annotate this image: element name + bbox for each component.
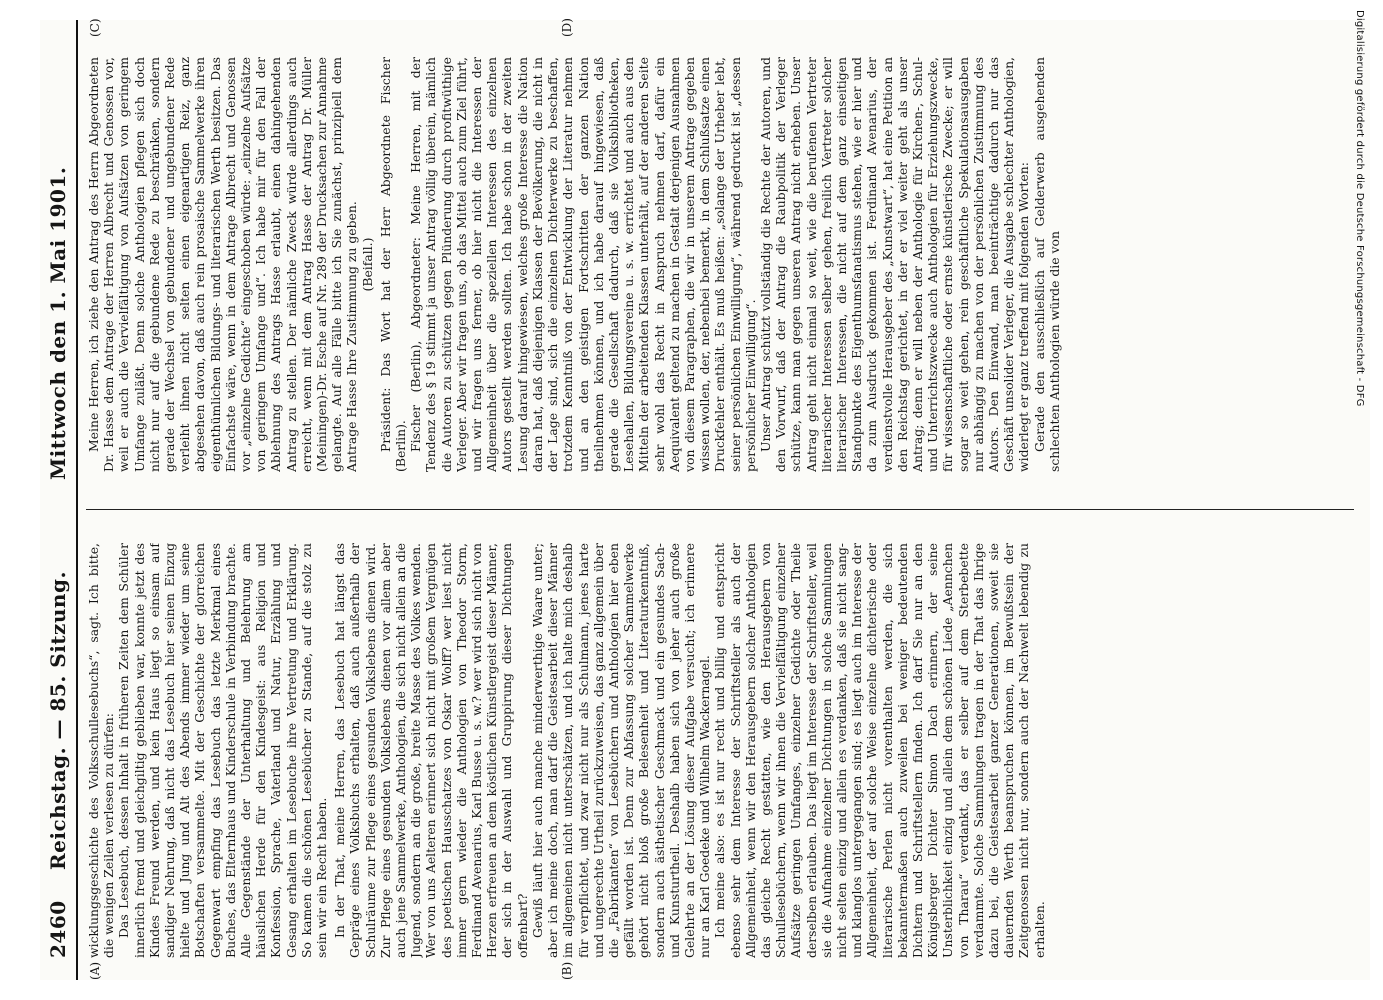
speech-paragraph: Fischer (Berlin), Abgeordneter: Meine Herren, mit der Tendenz des § 19 stimmt ja unser Antrag völlig überein, nämlich die Autoren zu schützen gegen Plünderung durch profitwüthige Verleger. Aber wir fragen uns, ob das Mittel auch zum Ziel führt, und wir fragen uns ferner, ob hier nicht die Interessen der Allgemeinheit über die speziellen Interessen des einzelnen Autors gestellt werden sollten. Ich habe schon in der zweiten Lesung darauf hingewiesen, welches große Interesse die Nation daran hat, daß diejenigen Klassen der Bevölkerung, die nicht in der Lage sind, sich die einzelnen Dichterwerke zu beschaffen, trotzdem Kenntniß von der Entwicklung der Literatur nehmen und an den geistigen Fortschritten der ganzen Nation theilnehmen können, und ich habe darauf hingewiesen, daß gerade die Gesellschaft dadurch, daß sie Volksbibliotheken, Lesehallen, Bildungsvereine u. s. w. errichtet und auch aus den Mitteln der arbeitenden Klassen unterhält, auf der anderen Seite sehr wohl das Recht in Anspruch nehmen darf, dafür ein Aequivalent geltend zu machen in Gestalt derjenigen Ausnahmen von diesem Paragraphen, die wir in unserem Antrage gegeben wissen wollen, der, nebenbei bemerkt, in dem Schlußsatze einen Druckfehler enthält. Es muß heißen: „solange der Urheber lebt, seiner persönlichen Einwilligung“, während gedruckt ist „dessen persönlicher Einwilligung“. <box>408 57 758 472</box>
paragraph: Meine Herren, ich ziehe den Antrag des Herrn Abgeordneten Dr. Hasse dem Antrage der Herren Albrecht und Genossen vor, weil er auch die Vervielfältigung von Aufsätzen von geringem Umfange zuläßt. Denn solche Anthologien pflegen sich doch nicht nur auf die gebundene Rede zu beschränken, sondern gerade der Wechsel von gebundener und ungebundener Rede verleiht ihnen nicht selten einen eigenartigen Reiz, ganz abgesehen davon, daß auch rein prosaische Sammelwerke ihren eigenthümlichen Bildungs- und literarischen Werth besitzen. Das Einfachste wäre, wenn in dem Antrage Albrecht und Genossen vor „einzelne Gedichte“ eingeschoben würde: „einzelne Aufsätze von geringem Umfange und“. Ich habe mir für den Fall der Ablehnung des Antrags Hasse erlaubt, einen dahingehenden Antrag zu stellen. Der nämliche Zweck würde allerdings auch erreicht, wenn mit dem Antrag Hasse der Antrag Dr. Müller (Meiningen)-Dr. Esche auf Nr. 289 der Drucksachen zur Annahme gelangte. Auf alle Fälle bitte ich Sie zunächst, prinzipiell dem Antrage Hasse Ihre Zustimmung zu geben. <box>86 57 360 472</box>
session-date: Mittwoch den 1. Mai 1901. <box>46 166 70 480</box>
president-announcement: Präsident: Das Wort hat der Herr Abgeordnete Fischer (Berlin). <box>377 57 409 472</box>
column-divider <box>86 509 1354 510</box>
margin-mark-a: (A) <box>88 961 102 980</box>
margin-mark-c: (C) <box>88 18 102 37</box>
digitization-credit: Digitalisierung gefördert durch die Deutsche Forschungsgemeinschaft - DFG <box>1354 10 1365 407</box>
page-number: 2460 <box>46 900 70 958</box>
paragraph: Gerade den ausschließlich auf Gelderwerb ausgehenden schlechten Anthologien würde die von <box>1031 57 1062 472</box>
left-column <box>86 543 1354 958</box>
margin-mark-b: (B) <box>560 961 574 980</box>
rotated-page <box>40 20 1370 980</box>
quotation-paragraph: Das Lesebuch, dessen Inhalt in früheren Zeiten dem Schüler innerlich fremd und gleichgiltig geblieben war, konnte jetzt des Kindes Freund werden, und kein Haus liegt so einsam auf sandiger Nehrung, daß nicht das Lesebuch hier seinen Einzug hielte und Jung und Alt des Abends immer wieder um seine Botschaften versammelte. Mit der Geschichte der glorreichen Gegenwart empfing das Lesebuch das letzte Merkmal eines Buches, das Elternhaus und Kinderschule in Verbindung brachte. Alle Gegenstände der Unterhaltung und Belehrung am häuslichen Herde für den Kindesgeist: aus Religion und Konfession, Sprache, Vaterland und Natur, Erzählung und Gesang erhalten im Lesebuche ihre Vertretung und Erklärung. So kamen die schönen Lesebücher zu Stande, auf die stolz zu sein wir ein Recht haben. <box>116 543 330 958</box>
paragraph: wicklungsgeschichte des Volksschullesebuchs“, sagt. Ich bitte, die wenigen Zeilen verlesen zu dürfen: <box>86 543 117 958</box>
applause-note: (Beifall.) <box>359 237 375 292</box>
paragraph: Unser Antrag schützt vollständig die Rechte der Autoren, und den Vorwurf, daß der Antrag die Raubpolitik der Verleger schütze, kann man gegen unseren Antrag nicht erheben. Unser Antrag geht nicht einmal so weit, wie die berufenen Vertreter literarischer Interessen selber gehen, freilich Vertreter solcher literarischer Interessen, die nicht auf dem ganz einseitigen Standpunkte des Eigenthumsfanatismus stehen, wie er hier und da zum Ausdruck gekommen ist. Ferdinand Avenarius, der verdienstvolle Herausgeber des „Kunstwart“, hat eine Petition an den Reichstag gerichtet, in der er viel weiter geht als unser Antrag; denn er will neben der Anthologie für Kirchen-, Schul- und Unterrichtszwecke auch Anthologien für Erziehungszwecke, für wissenschaftliche oder ernste künstlerische Zwecke; er will sogar so weit gehen, rein geschäftliche Spekulationsausgaben nur abhängig zu machen von der persönlichen Zustimmung des Autors. Den Einwand, man beeinträchtige dadurch nur das Geschäft unsolider Verleger, die Ausgabe schlechter Anthologien, widerlegt er ganz treffend mit folgenden Worten: <box>757 57 1032 472</box>
margin-mark-d: (D) <box>560 18 574 37</box>
paragraph: Ich meine also: es ist nur recht und billig und entspricht ebenso sehr dem Interesse der Schriftsteller als auch der Allgemeinheit, wenn wir den Herausgebern solcher Anthologien das gleiche Recht gestatten, wie den Herausgebern von Schullesebüchern, wenn wir ihnen die Vervielfältigung einzelner Aufsätze geringen Umfanges, einzelner Gedichte oder Theile derselben erlauben. Das liegt im Interesse der Schriftsteller, weil sie die Aufnahme einzelner Dichtungen in solche Sammlungen nicht selten einzig und allein es verdanken, daß sie nicht sang- und klanglos untergegangen sind; es liegt auch im Interesse der Allgemeinheit, der auf solche Weise einzelne dichterische oder literarische Perlen nicht vorenthalten werden, die sich bekanntermaßen auch zuweilen bei weniger bedeutenden Dichtern und Schriftstellern finden. Ich darf Sie nur an den Königsberger Dichter Simon Dach erinnern, der seine Unsterblichkeit einzig und allein dem schönen Liede „Aennchen von Tharau“ verdankt, das er selber auf dem Sterbebette verdammte. Solche Sammlungen tragen in der That das Ihrige dazu bei, die Geistesarbeit ganzer Generationen, soweit sie dauernden Werth beanspruchen können, im Bewußtsein der Zeitgenossen nicht nur, sondern auch der Nachwelt lebendig zu erhalten. <box>712 543 1047 958</box>
page-header <box>40 20 78 980</box>
session-title: Reichstag. — 85. Sitzung. <box>46 571 70 870</box>
paragraph: Gewiß läuft hier auch manche minderwerthige Waare unter; aber ich meine doch, man darf die Geistesarbeit dieser Männer im allgemeinen nicht unterschätzen, und ich halte mich deshalb für verpflichtet, und zwar nicht nur als Schulmann, jenes harte und ungerechte Urtheil zurückzuweisen, das ganz allgemein über die „Fabrikanten“ von Lesebüchern und Anthologien hier eben gefällt worden ist. Denn zur Abfassung solcher Sammelwerke gehört nicht bloß große Belesenheit und Literaturkenntniß, sondern auch ästhetischer Geschmack und ein gesundes Sach- und Kunsturtheil. Deshalb haben sich von jeher auch große Gelehrte an der Lösung dieser Aufgabe versucht; ich erinnere nur an Karl Goedeke und Wilhelm Wackernagel. <box>529 543 713 958</box>
paragraph: In der That, meine Herren, das Lesebuch hat längst das Gepräge eines Volksbuchs erhalten, daß auch außerhalb der Schulräume zur Pflege eines gesunden Volkslebens dienen wird. Zur Pflege eines gesunden Volkslebens dienen vor allem aber auch jene Sammelwerke, Anthologien, die sich nicht allein an die Jugend, sondern an die große, breite Masse des Volkes wenden. Wer von uns Aelteren erinnert sich nicht mit großem Vergnügen des poetischen Hausschatzes von Oskar Wolff? wer liest nicht immer gern wieder die Anthologien von Theodor Storm, Ferdinand Avenarius, Karl Busse u. s. w.? wer wird sich nicht von Herzen erfreuen an dem köstlichen Künstlergeist dieser Männer, der sich in der Auswahl und Gruppirung dieser Dichtungen offenbart? <box>332 543 530 958</box>
right-column <box>86 57 1354 472</box>
